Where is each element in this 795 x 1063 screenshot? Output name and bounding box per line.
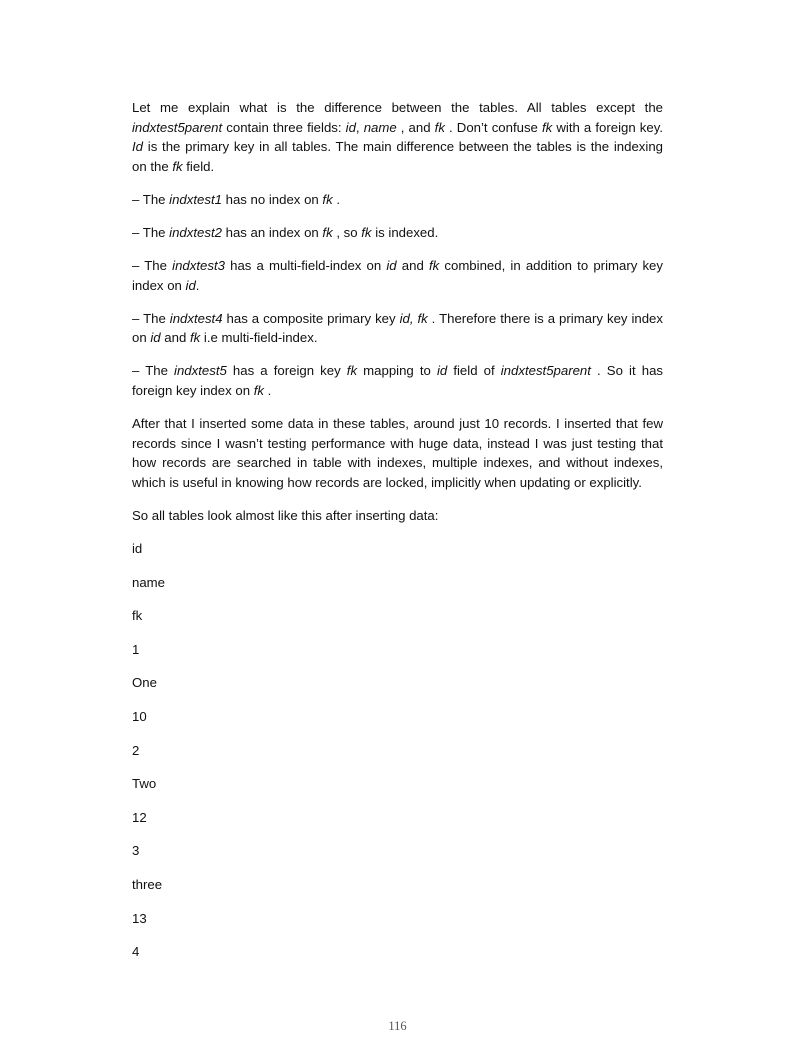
page-number: 116 (388, 1019, 407, 1033)
so-all-tables-paragraph: So all tables look almost like this after inserting data: (132, 508, 439, 523)
table-cell: 10 (132, 709, 147, 725)
table-cell: 13 (132, 910, 147, 926)
bullet-indxtest4: – The indxtest4 has a composite primary key id, fk . Therefore there is a primary key index on id and fk i.e multi-field-index. (132, 310, 663, 346)
bullet-indxtest2: – The indxtest2 has an index on fk , so fk is indexed. (132, 224, 439, 240)
table-cell: three (132, 877, 163, 893)
document-page (132, 98, 663, 976)
after-insert-paragraph: After that I inserted some data in these tables, around just 10 records. I inserted that few records since I wasn’t testing performance with huge data, instead I was just testing that how records are searched in table with indexes, multiple indexes, and without indexes, which is useful in knowing how records are locked, implicitly when updating or explicitly. (132, 416, 663, 490)
table-cell: Two (132, 776, 157, 792)
table-cell: 4 (132, 944, 140, 960)
table-cell: fk (132, 608, 143, 624)
table-cell: 2 (132, 742, 140, 758)
table-cell: One (132, 675, 157, 691)
bullet-indxtest1: – The indxtest1 has no index on fk . (132, 191, 340, 207)
table-cell: id (132, 541, 143, 557)
intro-paragraph: Let me explain what is the difference between the tables. All tables except the indxtest5parent contain three fields: id, name , and fk . Don’t confuse fk with a foreign key. Id is the primary key in all tables. The main difference between the tables is the indexing on the fk field. (132, 100, 663, 174)
table-cell-list (132, 539, 663, 962)
bullet-indxtest5: – The indxtest5 has a foreign key fk mapping to id field of indxtest5parent . So it has foreign key index on fk . (132, 363, 664, 399)
table-cell: name (132, 574, 165, 590)
bullet-indxtest3: – The indxtest3 has a multi-field-index on id and fk combined, in addition to primary key index on id. (132, 258, 663, 293)
table-cell: 12 (132, 809, 147, 825)
table-cell: 3 (132, 843, 140, 859)
table-cell: 1 (132, 641, 140, 657)
